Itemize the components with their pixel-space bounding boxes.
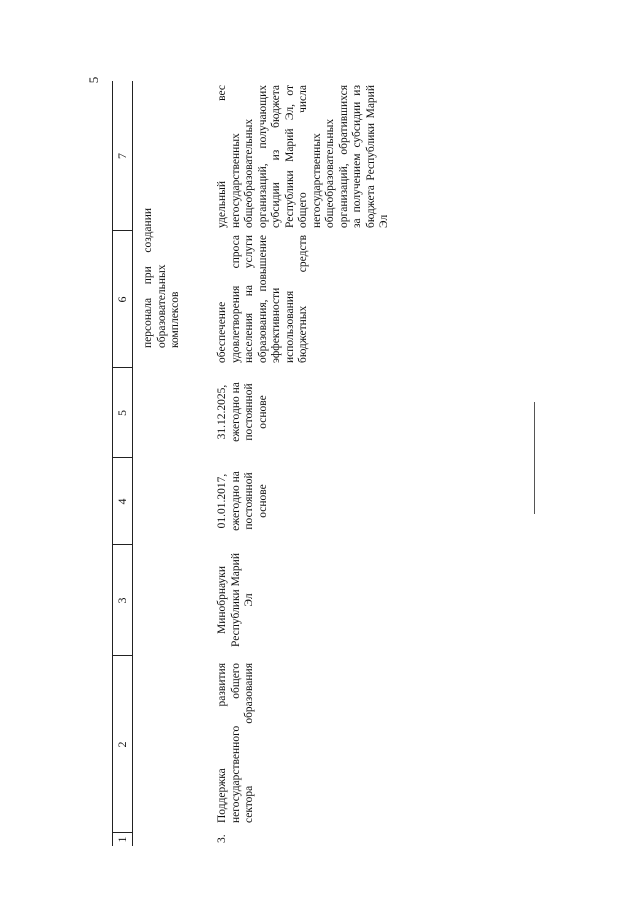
table-header-line — [132, 81, 133, 846]
row-end-cell: 31.12.2025, ежегодно на постоянной основе — [216, 382, 269, 442]
row-start-cell: 01.01.2017, ежегодно на постоянной основе — [216, 471, 269, 531]
header-col-2: 2 — [115, 741, 129, 748]
header-col-1: 1 — [115, 836, 129, 843]
header-col-3: 3 — [115, 597, 129, 604]
rotated-table — [112, 81, 472, 846]
header-col-7: 7 — [115, 153, 129, 159]
continuation-cell: персонала при создании образовательных комплексов — [142, 208, 181, 348]
end-line — [534, 402, 535, 514]
header-col-4: 4 — [115, 498, 129, 505]
header-col-6: 6 — [115, 296, 129, 303]
row-number: 3. — [216, 834, 228, 843]
row-result-cell: обеспечение удовлетворения спроса населения на услуги образования, повышение эффективности использования бюджетных средств — [216, 235, 309, 363]
row-indicator-cell: удельный вес негосударственных общеобразовательных организаций, получающих субсидии из бюджета Республики Марий Эл, от общего числа негосударственных общеобразовательных организаций, обратившихся за получением субсидии из бюджета Республики Марий Эл — [216, 85, 390, 228]
row-executor-cell: Минобрнауки Республики Марий Эл — [216, 553, 255, 647]
page-number: 5 — [86, 76, 101, 84]
row-name-cell: Поддержка развития негосударственного общего сектора образования — [216, 663, 255, 823]
header-col-5: 5 — [115, 410, 129, 416]
